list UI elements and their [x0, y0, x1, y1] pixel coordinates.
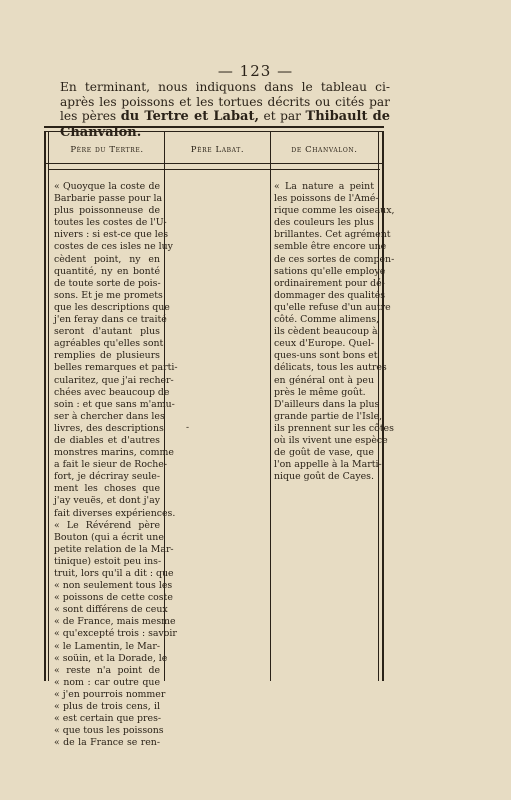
table-left-border — [44, 131, 46, 681]
text-line: chées avec beaucoup de — [54, 386, 170, 398]
text-line: Bouton (qui a écrit une — [54, 531, 164, 543]
text-line: « que tous les poissons — [54, 725, 164, 737]
text-line: ment les choses que — [54, 483, 160, 495]
text-line: dommager des qualités — [274, 289, 386, 301]
text-line: près le même goût. — [274, 386, 366, 398]
text-line: sons. Et je me promets — [54, 289, 163, 301]
text-line: costes de ces isles ne luy — [54, 241, 173, 253]
text-line: ceux d'Europe. Quel- — [274, 338, 374, 350]
text-line: de toute sorte de pois- — [54, 277, 161, 289]
column-du-tertre-text — [54, 181, 178, 749]
header-du-tertre: Père du Tertre. — [70, 145, 144, 155]
text-line: « poissons de cette coste — [54, 592, 173, 604]
text-line: « Le Révérend père — [54, 519, 160, 531]
text-line: rique comme les oiseaux, — [274, 205, 395, 217]
text-line: remplies de plusieurs — [54, 350, 160, 362]
text-line: tinique) estoit peu ins- — [54, 555, 162, 567]
text-line: nique goût de Cayes. — [274, 471, 374, 483]
text-line: « plus de trois cens, il — [54, 701, 160, 713]
intro-text-start: En terminant, nous indiquons dans le tableau ci-après les poissons et les tortues décrits ou cités par les pères — [60, 80, 390, 123]
text-line: « nom : car outre que — [54, 676, 160, 688]
text-line: délicats, tous les autres — [274, 362, 387, 374]
text-line: plus poissonneuse de — [54, 205, 160, 217]
text-line: les poissons de l'Amé- — [274, 193, 379, 205]
column-chanvalon-text — [274, 181, 395, 483]
text-line: des couleurs les plus — [274, 217, 374, 229]
text-line: monstres marins, comme — [54, 447, 174, 459]
text-line: côté. Comme alimens, — [274, 314, 380, 326]
text-line: « de la France se ren- — [54, 737, 160, 749]
text-line: ser à chercher dans les — [54, 410, 165, 422]
text-line: qu'elle refuse d'un autre — [274, 301, 391, 313]
text-line: toutes les costes de l'U- — [54, 217, 167, 229]
text-line: « j'en pourrois nommer — [54, 688, 166, 700]
intro-authors-1: du Tertre et Labat, — [120, 109, 259, 124]
text-line: ils prennent sur les côtes — [274, 422, 394, 434]
comparison-table — [44, 131, 395, 749]
text-line: livres, des descriptions — [54, 422, 164, 434]
header-chanvalon: de Chanvalon. — [291, 145, 358, 155]
text-line: fait diverses expériences. — [54, 507, 176, 519]
text-line: ques-uns sont bons et — [274, 350, 378, 362]
text-line: « de France, mais mesme — [54, 616, 176, 628]
text-line: cèdent point, ny en — [54, 253, 160, 265]
text-line: « Quoyque la coste de — [54, 181, 160, 192]
column-labat-dash: - — [186, 423, 190, 433]
text-line: ils cèdent beaucoup à — [274, 326, 378, 338]
text-line: que les descriptions que — [54, 301, 170, 313]
text-line: « soüin, et la Dorade, le — [54, 652, 168, 664]
text-line: petite relation de la Mar- — [54, 543, 174, 555]
text-line: « qu'excepté trois : savoir — [54, 628, 177, 640]
table-left-inner-border — [48, 131, 49, 681]
text-line: j'en feray dans ce traité — [54, 314, 167, 326]
text-line: en général ont à peu — [274, 374, 374, 386]
text-line: Barbarie passe pour la — [54, 193, 163, 205]
text-line: l'on appelle à la Marti- — [274, 459, 382, 471]
text-line: ordinairement pour dé- — [274, 277, 385, 289]
header-separator-2 — [48, 169, 380, 170]
text-line: cularitez, que j'ai recher- — [54, 374, 174, 386]
text-line: de ces sortes de compen- — [274, 253, 395, 265]
header-separator — [44, 163, 384, 164]
text-line: soin : et que sans m'amu- — [54, 398, 175, 410]
text-line: truit, lors qu'il a dit : que — [54, 568, 174, 579]
text-line: nivers : si est-ce que les — [54, 229, 169, 241]
text-line: D'ailleurs dans la plus — [274, 398, 380, 410]
text-line: « non seulement tous les — [54, 580, 173, 592]
column-divider-2 — [270, 131, 271, 681]
header-labat: Père Labat. — [190, 145, 245, 155]
text-line: « est certain que pres- — [54, 713, 162, 725]
text-line: de diables et d'autres — [54, 434, 160, 446]
text-line: fort, je décriray seule- — [54, 471, 160, 483]
text-line: a fait le sieur de Roche- — [54, 459, 167, 471]
text-line: brillantes. Cet agrément — [274, 229, 391, 241]
text-line: grande partie de l'Isle, — [274, 410, 383, 422]
text-line: agréables qu'elles sont — [54, 338, 164, 350]
text-line: sations qu'elle employe — [274, 265, 386, 277]
text-line: de goût de vase, que — [274, 447, 374, 459]
page-number: — 123 — — [217, 62, 294, 80]
intro-authors-2: Thibault de Chanvalon. — [60, 109, 391, 140]
text-line: « reste n'a point de — [54, 664, 160, 676]
text-line: j'ay veuës, et dont j'ay — [54, 495, 160, 507]
text-line: « sont différens de ceux — [54, 604, 168, 616]
intro-text-mid: et par — [259, 109, 306, 123]
text-line: où ils vivent une espèce — [274, 434, 388, 446]
text-line: quantité, ny en bonté — [54, 265, 160, 277]
text-line: belles remarques et parti- — [54, 362, 178, 374]
text-line: « le Lamentin, le Mar- — [54, 640, 160, 652]
text-line: « La nature a peint — [274, 181, 374, 192]
text-line: semble être encore une — [274, 241, 387, 253]
text-line: seront d'autant plus — [54, 326, 160, 338]
